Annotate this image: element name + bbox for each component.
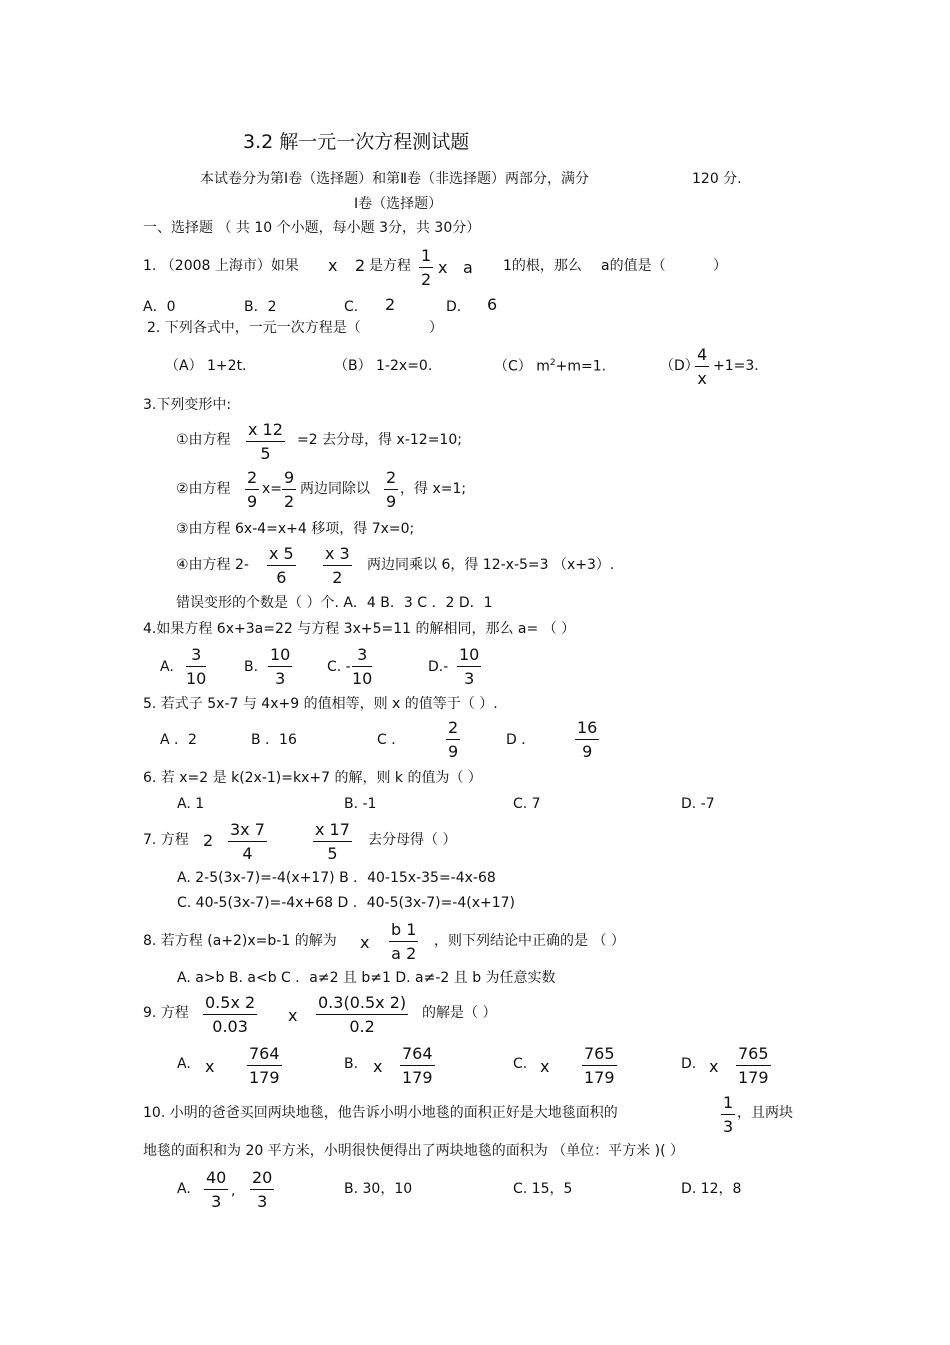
fraction: $\frac{765}{179}$	[584, 1044, 615, 1087]
fraction: $\frac{10}{3}$	[459, 645, 480, 688]
option-d: （D）	[660, 358, 699, 374]
page-title: 3.2 解一元一次方程测试题	[243, 131, 470, 153]
fraction: $\frac{b 1}{a 2}$	[391, 920, 417, 963]
fraction: $\frac{4}{x}$	[697, 345, 708, 388]
fraction: $\frac{x 5}{6}$	[269, 544, 294, 587]
fraction: $\frac{x 12}{5}$	[248, 420, 283, 463]
option-d: D. -7	[681, 796, 715, 812]
fraction: $\frac{0.5x 2}{0.03}$	[205, 993, 256, 1036]
fraction: $\frac{2}{9}$	[448, 718, 459, 761]
options: A. a>b B. a<b C ．a≠2 且 b≠1 D. a≠-2 且 b 为任意实数	[177, 970, 556, 986]
fraction: $\frac{10}{3}$	[270, 645, 291, 688]
fraction: $\frac{20}{3}$	[252, 1168, 273, 1211]
fraction: $\frac{3}{10}$	[186, 645, 207, 688]
option-b: B.	[244, 659, 259, 675]
option-c: C. -	[327, 659, 351, 675]
intro-text: 本试卷分为第Ⅰ卷（选择题）和第Ⅱ卷（非选择题）两部分，满分	[200, 171, 590, 187]
option-c: C.	[344, 299, 359, 315]
fraction: $\frac{2}{9}$	[247, 468, 258, 511]
option-d: D. 12，8	[681, 1181, 742, 1197]
option-d: D ．	[506, 732, 536, 748]
option-b: B. 30，10	[344, 1181, 413, 1197]
option-a: A．0	[143, 299, 176, 315]
option-b: B. -1	[344, 796, 377, 812]
option-c: （C） $m^2+m=1$.	[494, 358, 607, 375]
fraction: $\frac{1}{2}$	[421, 246, 432, 289]
fraction: $\frac{2}{9}$	[386, 468, 397, 511]
option-a: A.	[160, 659, 174, 675]
option-c: C. 7	[513, 796, 541, 812]
fraction: $\frac{x 17}{5}$	[315, 820, 350, 863]
fraction: $\frac{40}{3}$	[206, 1168, 227, 1211]
option-a: （A） 1+2t.	[165, 358, 247, 374]
option-a: A.	[177, 1056, 191, 1072]
fraction: $\frac{765}{179}$	[738, 1044, 769, 1087]
option-b: B ．16	[251, 732, 297, 748]
option-a: A ．2	[160, 732, 197, 748]
fraction: $\frac{3x 7}{4}$	[230, 820, 265, 863]
fraction: $\frac{764}{179}$	[249, 1044, 280, 1087]
fraction: $\frac{0.3(0.5x 2)}{0.2}$	[318, 993, 407, 1036]
option-b: B．2	[244, 299, 277, 315]
fraction: $\frac{1}{3}$	[723, 1093, 734, 1136]
options-ab: A. 2-5(3x-7)=-4(x+17) B ．40-15x-35=-4x-68	[177, 870, 496, 886]
option-c: C.	[513, 1056, 528, 1072]
option-a: A. 1	[177, 796, 205, 812]
section-heading: 一、选择题 （ 共 10 个小题，每小题 3分，共 30分）	[143, 220, 481, 236]
volume-heading: Ⅰ卷（选择题）	[354, 196, 443, 212]
fraction: $\frac{x 3}{2}$	[325, 544, 350, 587]
fraction: $\frac{16}{9}$	[577, 718, 598, 761]
fraction: $\frac{764}{179}$	[402, 1044, 433, 1087]
option-c: C. 15，5	[513, 1181, 573, 1197]
option-a: A.	[177, 1181, 191, 1197]
option-d: D.-	[428, 659, 449, 675]
fraction: $\frac{9}{2}$	[284, 468, 295, 511]
option-c: C ．	[377, 732, 406, 748]
options-cd: C. 40-5(3x-7)=-4x+68 D ．40-5(3x-7)=-4(x+17)	[177, 895, 516, 911]
intro-score: 120 分.	[692, 171, 742, 187]
fraction: $\frac{3}{10}$	[352, 645, 373, 688]
option-d: D.	[681, 1056, 697, 1072]
option-d: D．	[446, 299, 471, 315]
option-b: B.	[344, 1056, 359, 1072]
option-b: （B） 1-2x=0.	[334, 358, 433, 374]
